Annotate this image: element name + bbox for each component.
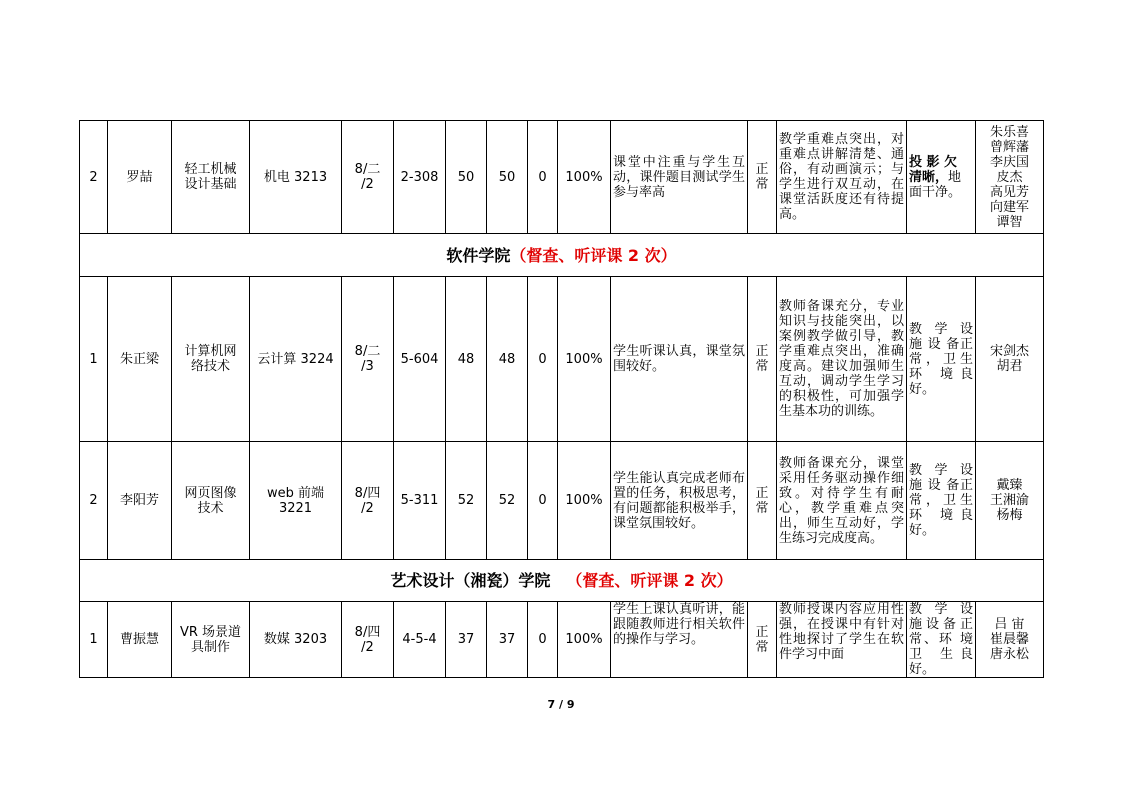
row-number: 1 [80,277,108,442]
inspectors: 吕 宙 崔晨馨 唐永松 [976,602,1044,678]
week-period: 8/四 /2 [342,602,394,678]
teaching-evaluation: 教师备课充分，专业知识与技能突出，以案例教学做引导，教学重难点突出，准确度高。建议加强师生互动，调动学生学习的积极性，可加强学生基本功的训练。 [777,277,907,442]
classroom: 5-311 [394,442,446,560]
section-name: 软件学院 [446,245,511,265]
class-name: 机电 3213 [250,121,342,234]
environment-note: 地面干净。 [909,169,962,200]
attendance-rate: 100% [558,602,611,678]
page-number: 7 / 9 [547,698,575,711]
teacher-name: 曹振慧 [108,602,172,678]
actual-count: 48 [487,277,528,442]
course-name: 网页图像 技术 [172,442,250,560]
classroom: 2-308 [394,121,446,234]
class-name: web 前端 3221 [250,442,342,560]
environment-note: 教 学 设 施 设 备正常，卫生 环 境良好。 [907,277,976,442]
section-header-art [80,560,1044,602]
environment-cell [907,121,976,234]
order-status: 正 常 [748,277,777,442]
section-name: 艺术设计（湘瓷）学院 [390,571,551,590]
environment-issue: 投 影 欠 清晰， [909,154,958,185]
actual-count: 37 [487,602,528,678]
table-row [80,442,1044,560]
section-note: （督查、听评课 2 次） [510,245,677,265]
student-evaluation: 学生听课认真，课堂氛围较好。 [611,277,748,442]
table-row [80,121,1044,234]
expected-count: 50 [446,121,487,234]
actual-count: 50 [487,121,528,234]
teacher-name: 罗喆 [108,121,172,234]
inspectors: 戴臻 王湘渝 杨梅 [976,442,1044,560]
row-number: 2 [80,442,108,560]
classroom: 5-604 [394,277,446,442]
attendance-rate: 100% [558,442,611,560]
section-note: （督查、听评课 2 次） [566,571,733,590]
course-name: 计算机网 络技术 [172,277,250,442]
inspection-table [79,120,1044,678]
student-evaluation: 学生能认真完成老师布置的任务，积极思考，有问题都能积极举手，课堂氛围较好。 [611,442,748,560]
section-title [80,234,1044,277]
table-row [80,277,1044,442]
week-period: 8/二 /2 [342,121,394,234]
teaching-evaluation: 教师授课内容应用性强，在授课中有针对性地探讨了学生在软件学习中面 [777,602,907,678]
teaching-evaluation: 教师备课充分，课堂采用任务驱动操作细致。对待学生有耐心，教学重难点突出，师生互动好，学生练习完成度高。 [777,442,907,560]
order-status: 正 常 [748,602,777,678]
row-number: 2 [80,121,108,234]
actual-count: 52 [487,442,528,560]
attendance-rate: 100% [558,277,611,442]
environment-note: 教 学 设 施设备正常、环 境 卫 生良好。 [907,602,976,678]
course-name: 轻工机械 设计基础 [172,121,250,234]
expected-count: 48 [446,277,487,442]
week-period: 8/二 /3 [342,277,394,442]
student-evaluation: 学生上课认真听讲，能跟随教师进行相关软件的操作与学习。 [611,602,748,678]
section-title [80,560,1044,602]
student-evaluation: 课堂中注重与学生互动，课件题目测试学生参与率高 [611,121,748,234]
attendance-rate: 100% [558,121,611,234]
teacher-name: 朱正梁 [108,277,172,442]
classroom: 4-5-4 [394,602,446,678]
course-name: VR 场景道 具制作 [172,602,250,678]
order-status: 正 常 [748,121,777,234]
table-row [80,602,1044,678]
teaching-evaluation: 教学重难点突出，对重难点讲解清楚、通俗，有动画演示；与学生进行双互动，在课堂活跃度还有待提高。 [777,121,907,234]
section-header-software [80,234,1044,277]
inspectors: 宋剑杰 胡君 [976,277,1044,442]
expected-count: 37 [446,602,487,678]
expected-count: 52 [446,442,487,560]
class-name: 数媒 3203 [250,602,342,678]
teacher-name: 李阳芳 [108,442,172,560]
absent-count: 0 [528,121,558,234]
environment-note: 教 学 设 施 设 备正常，卫生 环 境良好。 [907,442,976,560]
week-period: 8/四 /2 [342,442,394,560]
absent-count: 0 [528,277,558,442]
row-number: 1 [80,602,108,678]
order-status: 正 常 [748,442,777,560]
absent-count: 0 [528,442,558,560]
inspectors: 朱乐喜 曾辉藩 李庆国 皮杰 高见芳 向建军 谭智 [976,121,1044,234]
class-name: 云计算 3224 [250,277,342,442]
absent-count: 0 [528,602,558,678]
